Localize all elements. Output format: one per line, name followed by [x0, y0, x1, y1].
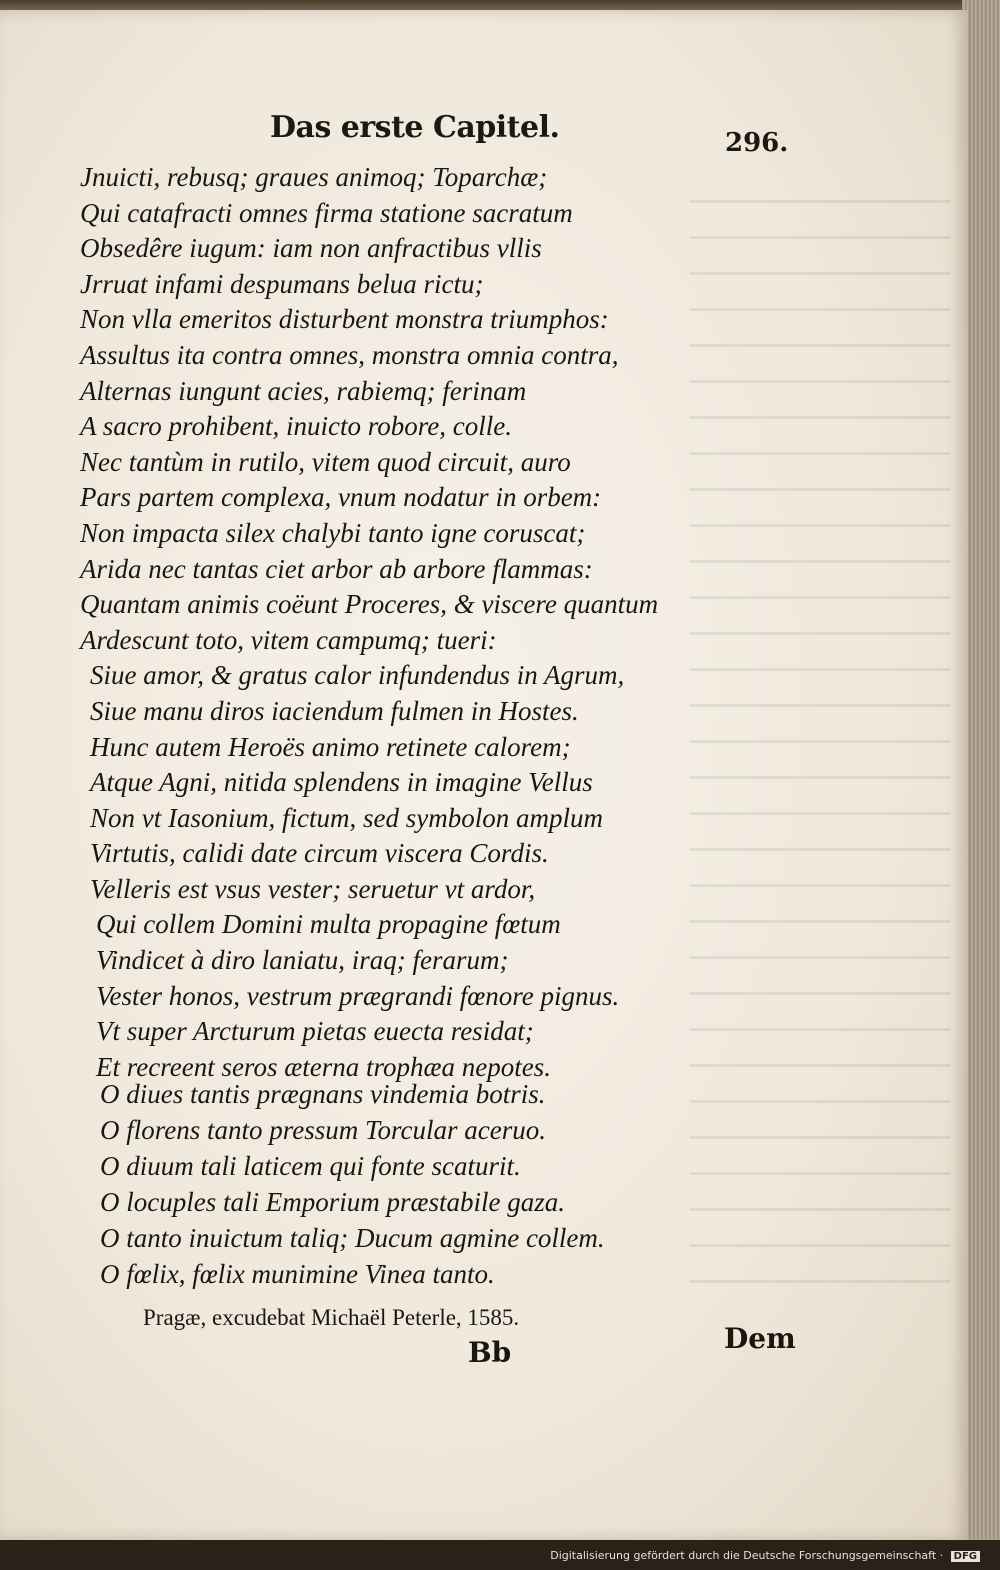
verse-line: Velleris est vsus vester; seruetur vt ardor, [90, 873, 536, 904]
footer-band [0, 1540, 1000, 1570]
verse-line: Assultus ita contra omnes, monstra omnia contra, [80, 339, 619, 370]
verse-line: Virtutis, calidi date circum viscera Cordis. [90, 838, 549, 869]
verse-line: Arida nec tantas ciet arbor ab arbore flammas: [80, 553, 593, 584]
verse-line: Siue amor, & gratus calor infundendus in Agrum, [90, 660, 625, 691]
verse-line: Alternas iungunt acies, rabiemq; ferinam [80, 375, 527, 406]
verse-line: A sacro prohibent, inuicto robore, colle. [80, 411, 512, 442]
closing-stanza [100, 1076, 720, 1292]
verse-line: Et recreent seros æterna trophæa nepotes. [96, 1051, 551, 1082]
verse-line: Jrruat infami despumans belua rictu; [80, 268, 484, 299]
closing-line: O diuum tali laticem qui fonte scaturit. [100, 1151, 521, 1181]
verse-line: Non impacta silex chalybi tanto igne coruscat; [80, 517, 586, 548]
verse-line: Qui collem Domini multa propagine fœtum [96, 909, 561, 940]
verse-line: Non vt Iasonium, fictum, sed symbolon amplum [90, 802, 603, 833]
running-header: Das erste Capitel. [270, 110, 560, 145]
closing-line: O diues tantis prægnans vindemia botris. [100, 1079, 546, 1109]
verse-line: Qui catafracti omnes firma statione sacratum [80, 197, 573, 228]
verse-line: Atque Agni, nitida splendens in imagine Vellus [90, 767, 593, 798]
credit-text: Digitalisierung gefördert durch die Deutsche Forschungsgemeinschaft · [550, 1549, 944, 1562]
verse-line: Pars partem complexa, vnum nodatur in orbem: [80, 482, 602, 513]
verse-line: Vester honos, vestrum prægrandi fœnore pignus. [96, 980, 620, 1011]
verse-line: Vindicet à diro laniatu, iraq; ferarum; [96, 945, 509, 976]
verse-line: Non vlla emeritos disturbent monstra triumphos: [80, 304, 609, 335]
verse-line: Hunc autem Heroës animo retinete calorem; [90, 731, 571, 762]
verse-line: Nec tantùm in rutilo, vitem quod circuit, auro [80, 446, 571, 477]
dfg-logo: DFG [951, 1551, 980, 1562]
closing-line: O fœlix, fœlix munimine Vinea tanto. [100, 1259, 495, 1289]
verse-line: Quantam animis coëunt Proceres, & viscere quantum [80, 589, 659, 620]
printer-imprint: Pragæ, excudebat Michaël Peterle, 1585. [143, 1305, 520, 1330]
verse-line: Obsedêre iugum: iam non anfractibus vllis [80, 233, 542, 264]
verse-line: Siue manu diros iaciendum fulmen in Hostes. [90, 695, 579, 726]
verse-line: Vt super Arcturum pietas euecta residat; [96, 1016, 534, 1047]
verse-block [80, 160, 740, 1085]
closing-line: O florens tanto pressum Torcular aceruo. [100, 1115, 547, 1145]
verse-line: Jnuicti, rebusq; graues animoq; Toparchæ; [80, 162, 548, 192]
digitization-credit [550, 1549, 980, 1562]
signature-mark: Bb [468, 1336, 512, 1369]
page-number: 296. [725, 128, 789, 158]
closing-line: O locuples tali Emporium præstabile gaza. [100, 1187, 565, 1217]
catchword: Dem [724, 1322, 796, 1355]
closing-line: O tanto inuictum taliq; Ducum agmine collem. [100, 1223, 605, 1253]
verse-line: Ardescunt toto, vitem campumq; tueri: [80, 624, 497, 655]
